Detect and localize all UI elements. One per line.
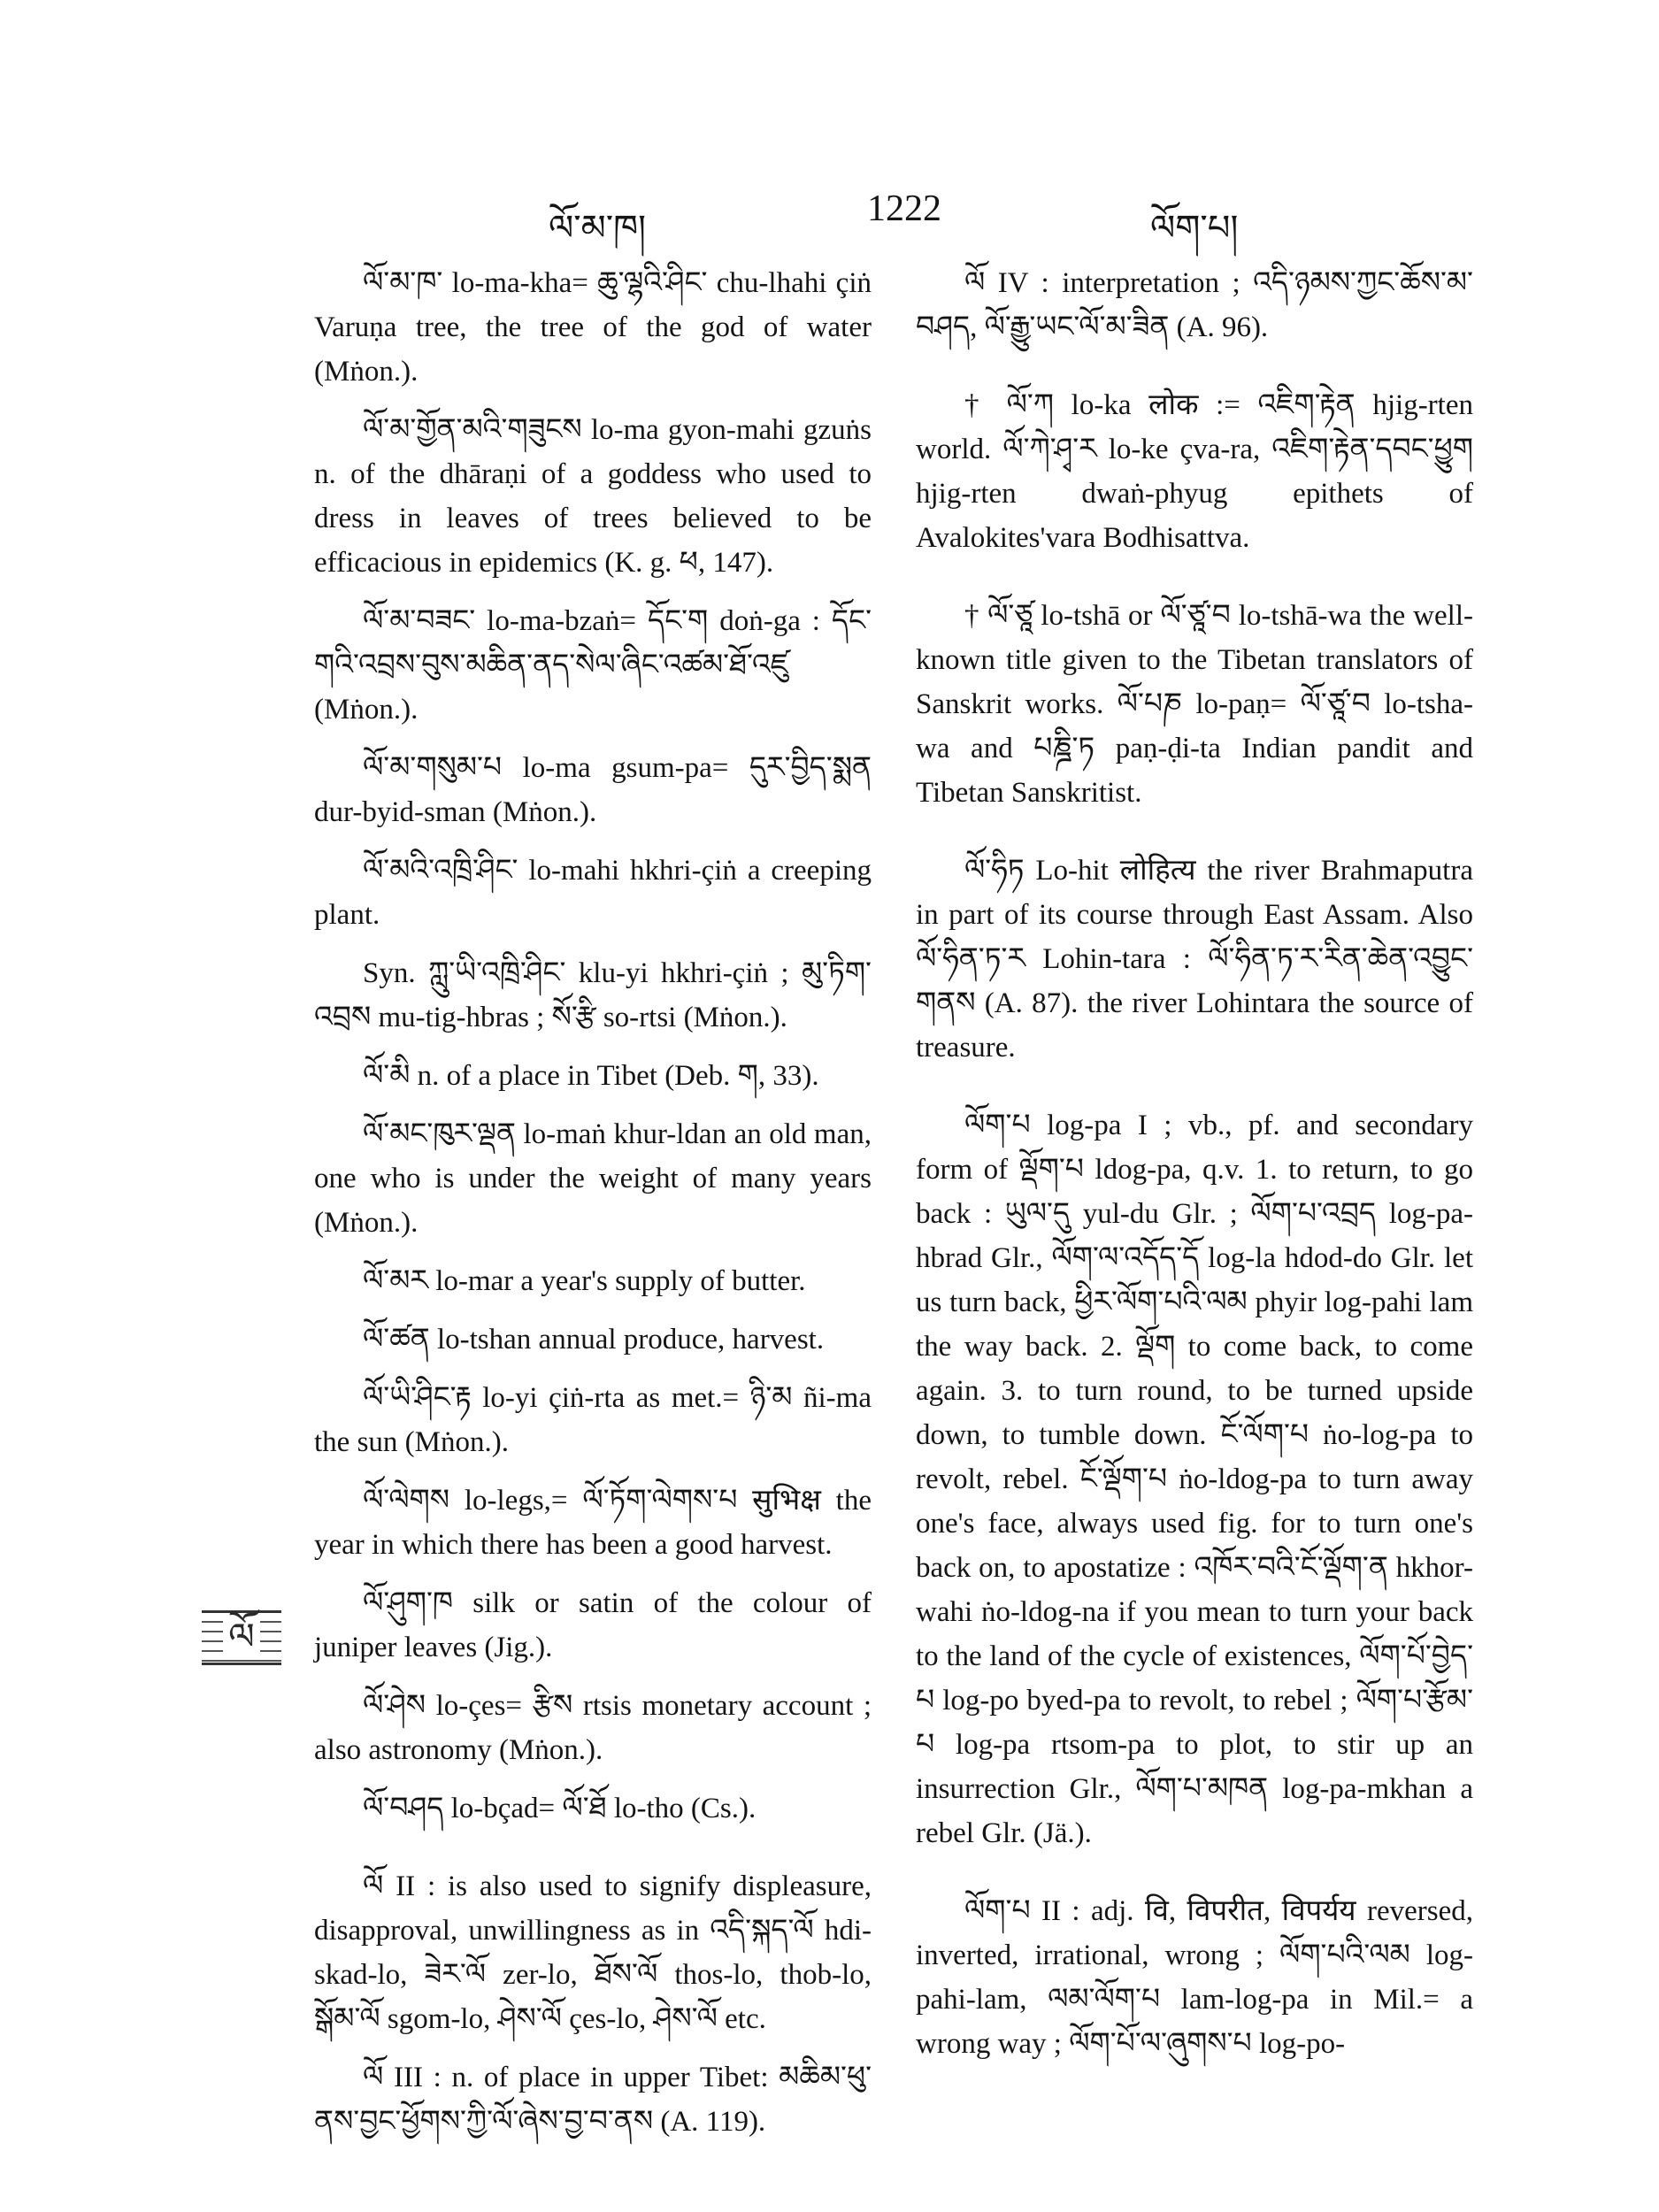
entry-log-pa-ii: ལོག་པ II : adj. वि, विपरीत, विपर्यय reversed, inverted, irrational, wrong ; ལོག་པའི་ལམ log-pahi-lam, ལམ་ལོག་པ lam-log-pa in Mil.= a wrong way ; ལོག་པོ་ལ་ཞུགས་པ log-po-: [916, 1895, 1473, 2060]
entry-lo-shug-kha: ལོ་ཤུག་ཁ silk or satin of the colour of juniper leaves (Jig.).: [314, 1587, 872, 1663]
margin-thumb-index: [202, 1610, 281, 1665]
entry-lo-bcad: ལོ་བཤད lo-bçad= ལོ་ཐོ lo-tho (Cs.).: [363, 1793, 757, 1824]
entry-lo-mi: ལོ་མི n. of a place in Tibet (Deb. ག, 33).: [363, 1060, 819, 1092]
entry-lo-mar: ལོ་མར lo-mar a year's supply of butter.: [363, 1265, 806, 1297]
right-column: [916, 261, 1473, 2080]
entry-lo-ma-gyon-mahi-gzungs: ལོ་མ་གྱོན་མའི་གཟུངས lo-ma gyon-mahi gzuṅs n. of the dhāraṇi of a goddess who used to dress in leaves of trees believed to be efficacious in epidemics (K. g. ཕ, 147).: [314, 414, 872, 579]
entry-lo-ma-kha: ལོ་མ་ཁ་ lo-ma-kha= ཆུ་ལྷའི་ཤིང་ chu-lhahi çiṅ Varuṇa tree, the tree of the god of water (Mṅon.).: [314, 267, 872, 388]
entry-lo-mahi-hkhri-cing: ལོ་མའི་འཁྲི་ཤིང་ lo-mahi hkhri-çiṅ a creeping plant.: [314, 855, 872, 931]
running-head-left: ལོ་མ་ཁ།: [549, 208, 646, 248]
page-number: 1222: [867, 188, 941, 229]
entry-lo-ka: † ལོ་ཀ lo-ka लोक := འཇིག་རྟེན hjig-rten world. ལོ་ཀེ་ཤྭ་ར lo-ke çva-ra, འཇིག་རྟེན་དབང་ཕྱུག hjig-rten dwaṅ-phyug epithets of Avalokites'vara Bodhisattva.: [916, 389, 1473, 554]
entry-synonyms: Syn. ཀླུ་ཡི་འཁྲི་ཤིང་ klu-yi hkhri-çiṅ ; མུ་ཏིག་འབྲས mu-tig-hbras ; སོ་རྩི so-rtsi (Mṅon.).: [314, 957, 872, 1033]
entry-log-pa-i: ལོག་པ log-pa I ; vb., pf. and secondary form of ལྡོག་པ ldog-pa, q.v. 1. to return, to go back : ཡུལ་དུ yul-du Glr. ; ལོག་པ་འབྲད log-pa-hbrad Glr., ལོག་ལ་འདོད་དོ log-la hdod-do Glr. let us turn back, ཕྱིར་ལོག་པའི་ལམ phyir log-pahi lam the way back. 2. ལྡོག to come back, to come again. 3. to turn round, to be turned upside down, to tumble down. ངོ་ལོག་པ ṅo-log-pa to revolt, rebel. ངོ་ལྡོག་པ ṅo-ldog-pa to turn away one's face, always used fig. for to turn one's back on, to apostatize : འཁོར་བའི་ངོ་ལྡོག་ན hkhor-wahi ṅo-ldog-na if you mean to turn your back to the land of the cycle of existences, ལོག་པོ་བྱེད་པ log-po byed-pa to revolt, to rebel ; ལོག་པ་རྩོམ་པ log-pa rtsom-pa to plot, to stir up an insurrection Glr., ལོག་པ་མཁན log-pa-mkhan a rebel Glr. (Jä.).: [916, 1110, 1473, 1849]
entry-lo-legs: ལོ་ལེགས lo-legs,= ལོ་ཏོག་ལེགས་པ सुभिक्ष the year in which there has been a good harvest.: [314, 1485, 872, 1561]
entry-lo-ma-bzang: ལོ་མ་བཟང་ lo-ma-bzaṅ= དོང་ག doṅ-ga : དོང་གའི་འབྲས་བུས་མཆིན་ནད་སེལ་ཞིང་འཚམ་ཐོ་འཛུ (Mṅon.).: [314, 605, 872, 726]
left-column: [314, 261, 872, 2158]
entry-lo-ma-gsum-pa: ལོ་མ་གསུམ་པ lo-ma gsum-pa= དུར་བྱིད་སྨན dur-byid-sman (Mṅon.).: [314, 752, 872, 828]
entry-lo-mang-khur-ldan: ལོ་མང་ཁུར་ལྡན lo-maṅ khur-ldan an old man, one who is under the weight of many years (Mṅon.).: [314, 1118, 872, 1239]
entry-lo-yi-cing-rta: ལོ་ཡི་ཤིང་རྟ lo-yi çiṅ-rta as met.= ཉི་མ ñi-ma the sun (Mṅon.).: [314, 1382, 872, 1458]
margin-thumb-index-label: ལོ: [223, 1617, 260, 1658]
running-head-right: ལོག་པ།: [1150, 208, 1239, 248]
entry-lo-tshan: ལོ་ཚན lo-tshan annual produce, harvest.: [363, 1324, 825, 1356]
entry-lo-iv: ལོ IV : interpretation ; འདི་ཉམས་ཀྱང་ཆོས་མ་བཤད, ལོ་རྒྱུ་ཡང་ལོ་མ་ཟིན (A. 96).: [916, 267, 1473, 343]
entry-lo-iii: ལོ III : n. of place in upper Tibet: མཆིམ་ཕུ་ནས་བྱང་ཕྱོགས་ཀྱི་ལོ་ཞེས་བྱ་བ་ནས (A. 119).: [314, 2062, 872, 2138]
entry-lo-hit: ལོ་ཧིཏ Lo-hit लोहित्य the river Brahmaputra in part of its course through East Assam. Also ལོ་ཧིན་ཏ་ར Lohin-tara : ལོ་ཧིན་ཏ་ར་རིན་ཆེན་འབྱུང་གནས (A. 87). the river Lohintara the source of treasure.: [916, 855, 1473, 1064]
entry-lo-ces: ལོ་ཤེས lo-çes= རྩིས rtsis monetary account ; also astronomy (Mṅon.).: [314, 1690, 872, 1766]
entry-lo-ii: ལོ II : is also used to signify displeasure, disapproval, unwillingness as in འདི་སྐད་ལོ hdi-skad-lo, ཟེར་ལོ zer-lo, ཐོས་ལོ thos-lo, thob-lo, སྒོམ་ལོ sgom-lo, ཤེས་ལོ çes-lo, ཤེས་ལོ etc.: [314, 1870, 872, 2035]
entry-lo-tsha: † ལོ་ཙཱ lo-tshā or ལོ་ཙཱ་བ lo-tshā-wa the well-known title given to the Tibetan translators of Sanskrit works. ལོ་པཎ lo-paṇ= ལོ་ཙཱ་བ lo-tsha-wa and པཎྜི་ཏ paṇ-ḍi-ta Indian pandit and Tibetan Sanskritist.: [916, 600, 1473, 809]
